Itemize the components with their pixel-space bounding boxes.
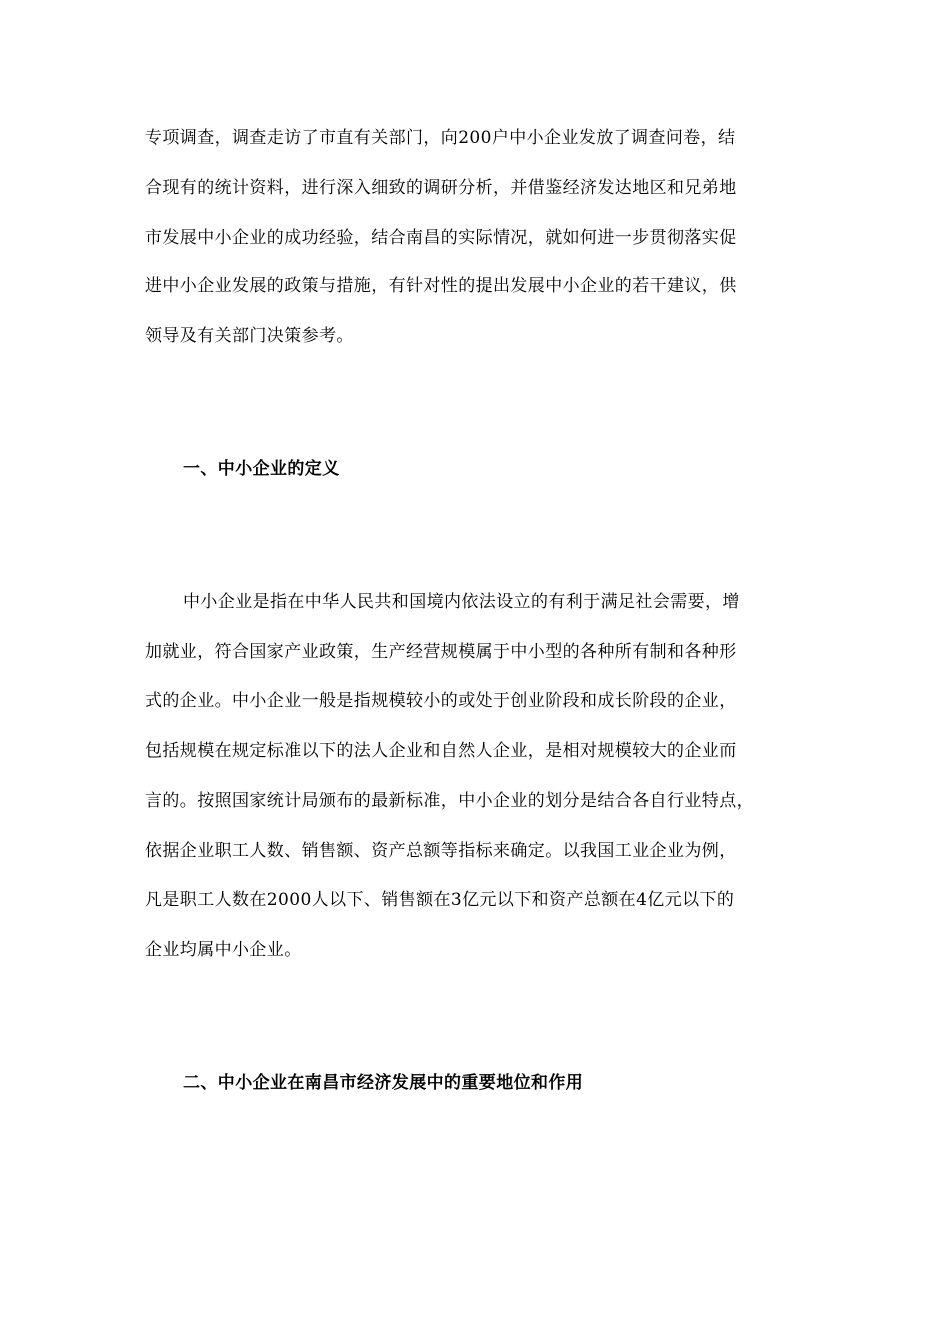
paragraph-line: 专项调查，调查走访了市直有关部门，向200户中小企业发放了调查问卷，结 [145,128,736,148]
section-heading-2: 二、中小企业在南昌市经济发展中的重要地位和作用 [183,1073,584,1093]
paragraph-line: 式的企业。中小企业一般是指规模较小的或处于创业阶段和成长阶段的企业， [145,691,737,711]
section-heading-1: 一、中小企业的定义 [183,459,340,479]
paragraph-line: 领导及有关部门决策参考。 [145,326,354,346]
paragraph-line: 依据企业职工人数、销售额、资产总额等指标来确定。以我国工业企业为例， [145,841,737,861]
paragraph-line: 中小企业是指在中华人民共和国境内依法设立的有利于满足社会需要，增 [183,592,740,612]
paragraph-line: 加就业，符合国家产业政策，生产经营规模属于中小型的各种所有制和各种形 [145,642,737,662]
paragraph-line: 言的。按照国家统计局颁布的最新标准，中小企业的划分是结合各自行业特点， [145,791,754,811]
paragraph-line: 市发展中小企业的成功经验，结合南昌的实际情况，就如何进一步贯彻落实促 [145,228,737,248]
paragraph-line: 进中小企业发展的政策与措施，有针对性的提出发展中小企业的若干建议，供 [145,276,737,296]
paragraph-line: 包括规模在规定标准以下的法人企业和自然人企业，是相对规模较大的企业而 [145,741,737,761]
paragraph-line: 合现有的统计资料，进行深入细致的调研分析，并借鉴经济发达地区和兄弟地 [145,178,737,198]
paragraph-line: 企业均属中小企业。 [145,940,302,960]
paragraph-line: 凡是职工人数在2000人以下、销售额在3亿元以下和资产总额在4亿元以下的 [145,890,735,910]
